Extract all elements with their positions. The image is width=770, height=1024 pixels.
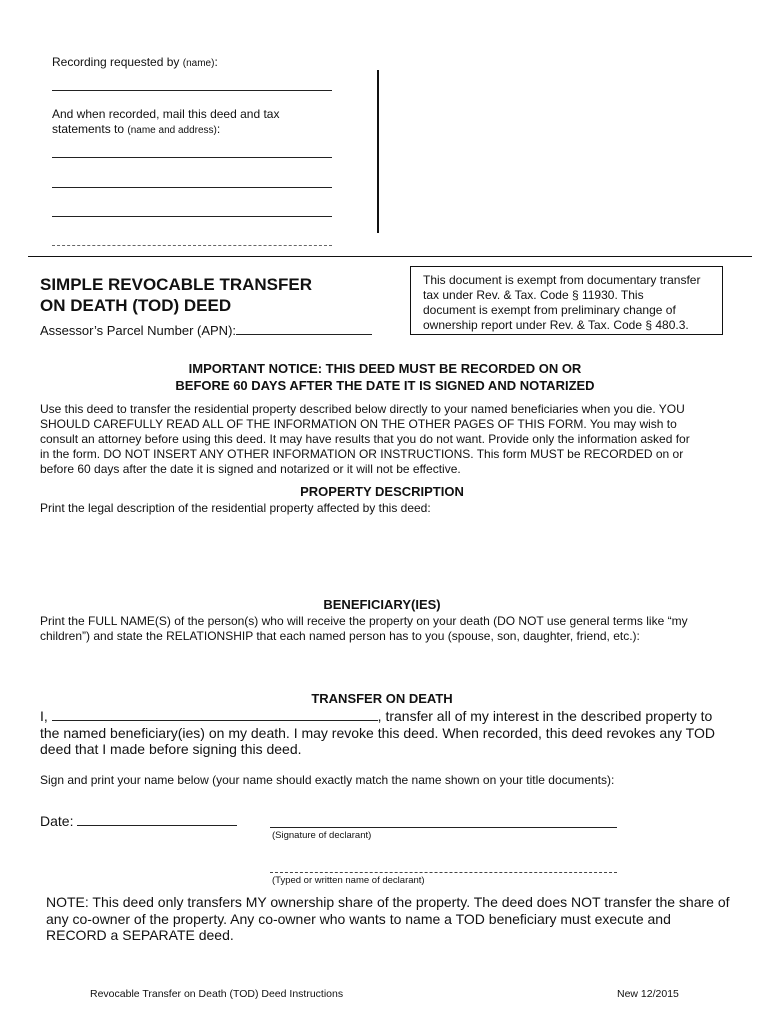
property-description-area[interactable]	[40, 520, 730, 590]
signature-label: (Signature of declarant)	[272, 830, 372, 841]
sign-instruction: Sign and print your name below (your name should exactly match the name shown on your title documents):	[40, 773, 615, 787]
beneficiaries-instruction: Print the FULL NAME(S) of the person(s) who will receive the property on your death (DO NOT use general terms like “my children”) and state the RELATIONSHIP that each named person has to you (spouse, son, daughter, friend, etc.):	[40, 614, 688, 643]
property-description-instruction: Print the legal description of the residential property affected by this deed:	[40, 501, 431, 515]
declarant-name-field[interactable]	[52, 720, 378, 721]
transfer-on-death-heading: TRANSFER ON DEATH	[311, 691, 453, 706]
mail-to-field-line-2[interactable]	[52, 187, 332, 188]
apn-label: Assessor’s Parcel Number (APN):	[40, 323, 372, 339]
beneficiaries-heading: BENEFICIARY(IES)	[323, 597, 441, 612]
date-field[interactable]	[77, 825, 237, 826]
footer-form-title: Revocable Transfer on Death (TOD) Deed Instructions	[90, 988, 344, 1000]
mail-to-field-line-4[interactable]	[52, 245, 332, 246]
typed-name-line[interactable]	[270, 872, 617, 873]
important-notice-heading: IMPORTANT NOTICE: THIS DEED MUST BE RECORDED ON OR BEFORE 60 DAYS AFTER THE DATE IT IS SIGNED AND NOTARIZED	[175, 361, 595, 393]
tax-exempt-box: This document is exempt from documentary transfer tax under Rev. & Tax. Code § 11930. This document is exempt from preliminary change of ownership report under Rev. & Tax. Code § 480.3.	[410, 266, 723, 335]
apn-field[interactable]	[236, 334, 372, 335]
footer-revision-date: New 12/2015	[617, 988, 679, 1000]
header-horizontal-rule	[28, 256, 752, 257]
mail-to-label: And when recorded, mail this deed and tax statements to (name and address):	[52, 107, 280, 136]
co-owner-note: NOTE: This deed only transfers MY ownership share of the property. The deed does NOT transfer the share of any co-owner of the property. Any co-owner who wants to name a TOD beneficiary must execute and RECORD a SEPARATE deed.	[46, 894, 730, 943]
important-notice-body: Use this deed to transfer the residential property described below directly to your named beneficiaries when you die. YOU SHOULD CAREFULLY READ ALL OF THE INFORMATION ON THE OTHER PAGES OF THIS FORM. You may wish to consult an attorney before using this deed. It may have results that you do not want. Provide only the information asked for in the form. DO NOT INSERT ANY OTHER INFORMATION OR INSTRUCTIONS. This form MUST be RECORDED on or before 60 days after the date it is signed and notarized or it will not be effective.	[40, 402, 690, 476]
date-label: Date:	[40, 813, 237, 830]
transfer-statement: I, , transfer all of my interest in the described property to the named beneficiary(ies) on my death. I may revoke this deed. When recorded, this deed revokes any TOD deed that I made before signing this deed.	[40, 708, 715, 757]
recording-requested-field[interactable]	[52, 90, 332, 91]
recording-requested-label: Recording requested by (name):	[52, 55, 218, 69]
mail-to-field-line-1[interactable]	[52, 157, 332, 158]
signature-line[interactable]	[270, 827, 617, 828]
beneficiaries-area[interactable]	[40, 648, 730, 688]
mail-to-field-line-3[interactable]	[52, 216, 332, 217]
typed-name-label: (Typed or written name of declarant)	[272, 875, 425, 886]
document-title: SIMPLE REVOCABLE TRANSFER ON DEATH (TOD) DEED	[40, 275, 313, 315]
header-vertical-divider	[377, 70, 379, 233]
property-description-heading: PROPERTY DESCRIPTION	[300, 484, 464, 499]
